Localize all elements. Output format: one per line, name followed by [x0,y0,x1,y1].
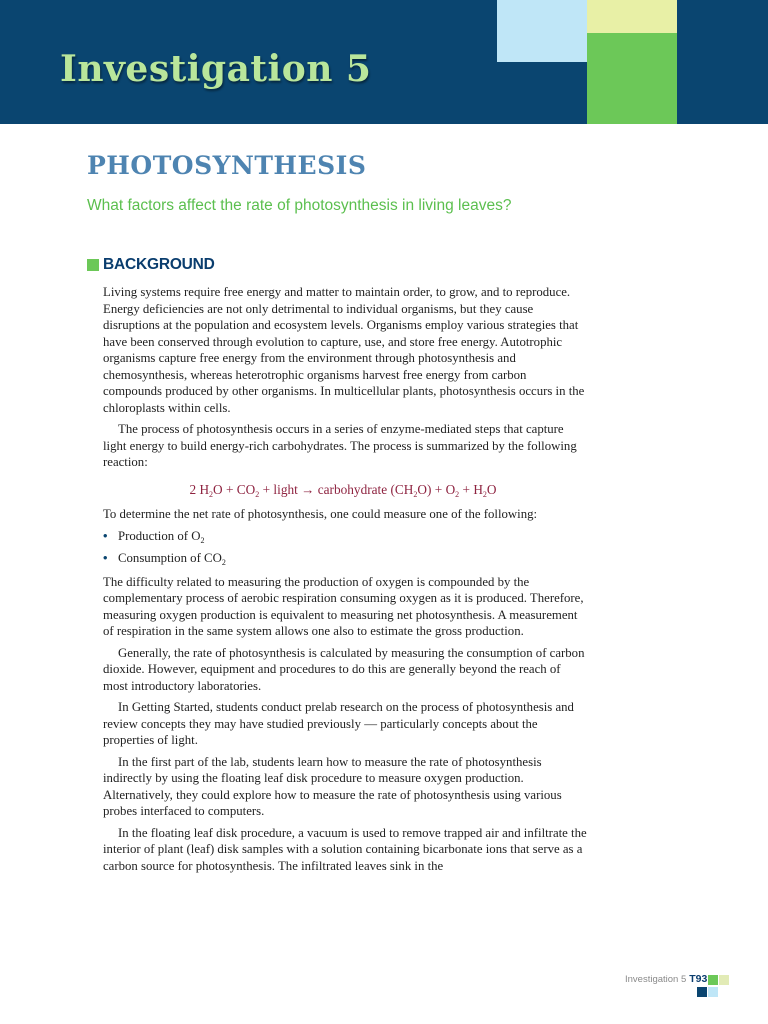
paragraph: In Getting Started, students conduct prelab research on the process of photosynthesis and review concepts they may have studied previously — particularly concepts about the properties of light. [103,700,574,747]
footer-decor-square-navy [697,987,707,997]
paragraph: In the floating leaf disk procedure, a vacuum is used to remove trapped air and infiltrate the interior of plant (leaf) disk samples with a solution containing bicarbonate ions that serve as a carbon source for photosynthesis. The infiltrated leaves sink in the [103,825,587,873]
paragraph: To determine the net rate of photosynthesis, one could measure one of the following: [103,507,538,521]
body-text [103,284,588,879]
page-footer [625,973,707,985]
paragraph: The process of photosynthesis occurs in a series of enzyme-mediated steps that capture light energy to build energy-rich carbohydrates. The process is summarized by the following reaction: [103,422,577,469]
page-number: T93 [689,973,708,985]
list-item: • Consumption of $CO_2$ [103,551,226,567]
footer-label: Investigation 5 [625,973,687,985]
section-heading-label: BACKGROUND [103,256,215,273]
bullet-icon: • [103,528,108,543]
page-subheading: What factors affect the rate of photosynthesis in living leaves? [87,197,512,214]
measurement-list [103,528,588,567]
decorative-square-pale-yellow [587,0,677,33]
decorative-square-light-blue [497,0,587,62]
section-marker-square [87,259,99,271]
footer-decor-square-green [708,975,718,985]
paragraph: Generally, the rate of photosynthesis is calculated by measuring the consumption of carbon dioxide. However, equipment and procedures to do this are generally beyond the reach of most introductory laboratories. [103,645,585,693]
footer-decor-square-light-blue [708,987,718,997]
photosynthesis-equation: 2 $H_2O + CO_2$ + light → carbohydrate $(CH_2O) + O_2 + H_2O$ [189,481,497,499]
page-heading: PHOTOSYNTHESIS [87,151,367,180]
list-item: • Production of $O_2$ [103,528,205,545]
paragraph: In the first part of the lab, students learn how to measure the rate of photosynthesis indirectly by using the floating leaf disk procedure to measure oxygen production. Alternatively, they could explore how to measure the rate of photosynthesis using various probes interfaced to computers. [103,754,562,818]
footer-decor-square-yellow [719,975,729,985]
paragraph: Living systems require free energy and matter to maintain order, to grow, and to reproduce. Energy deficiencies are not only detrimental to individual organisms, but they cause disruptions at the population and ecosystem levels. Organisms employ various strategies that have been conserved through evolution to capture, use, and store free energy. Autotrophic organisms capture free energy from the environment through photosynthesis and chemosynthesis, whereas heterotrophic organisms harvest free energy from carbon compounds produced by other organisms. In multicellular plants, photosynthesis occurs in the chloroplasts within cells. [103,285,585,415]
decorative-square-green [587,33,677,124]
investigation-title: Investigation 5 [60,48,372,90]
bullet-icon: • [103,551,108,565]
section-heading-background [87,256,215,274]
paragraph: The difficulty related to measuring the production of oxygen is compounded by the complementary process of aerobic respiration consuming oxygen as it is produced. Therefore, measuring oxygen production is equivalent to measuring net photosynthesis. A measurement of respiration in the same system allows one also to estimate the gross production. [103,574,584,638]
